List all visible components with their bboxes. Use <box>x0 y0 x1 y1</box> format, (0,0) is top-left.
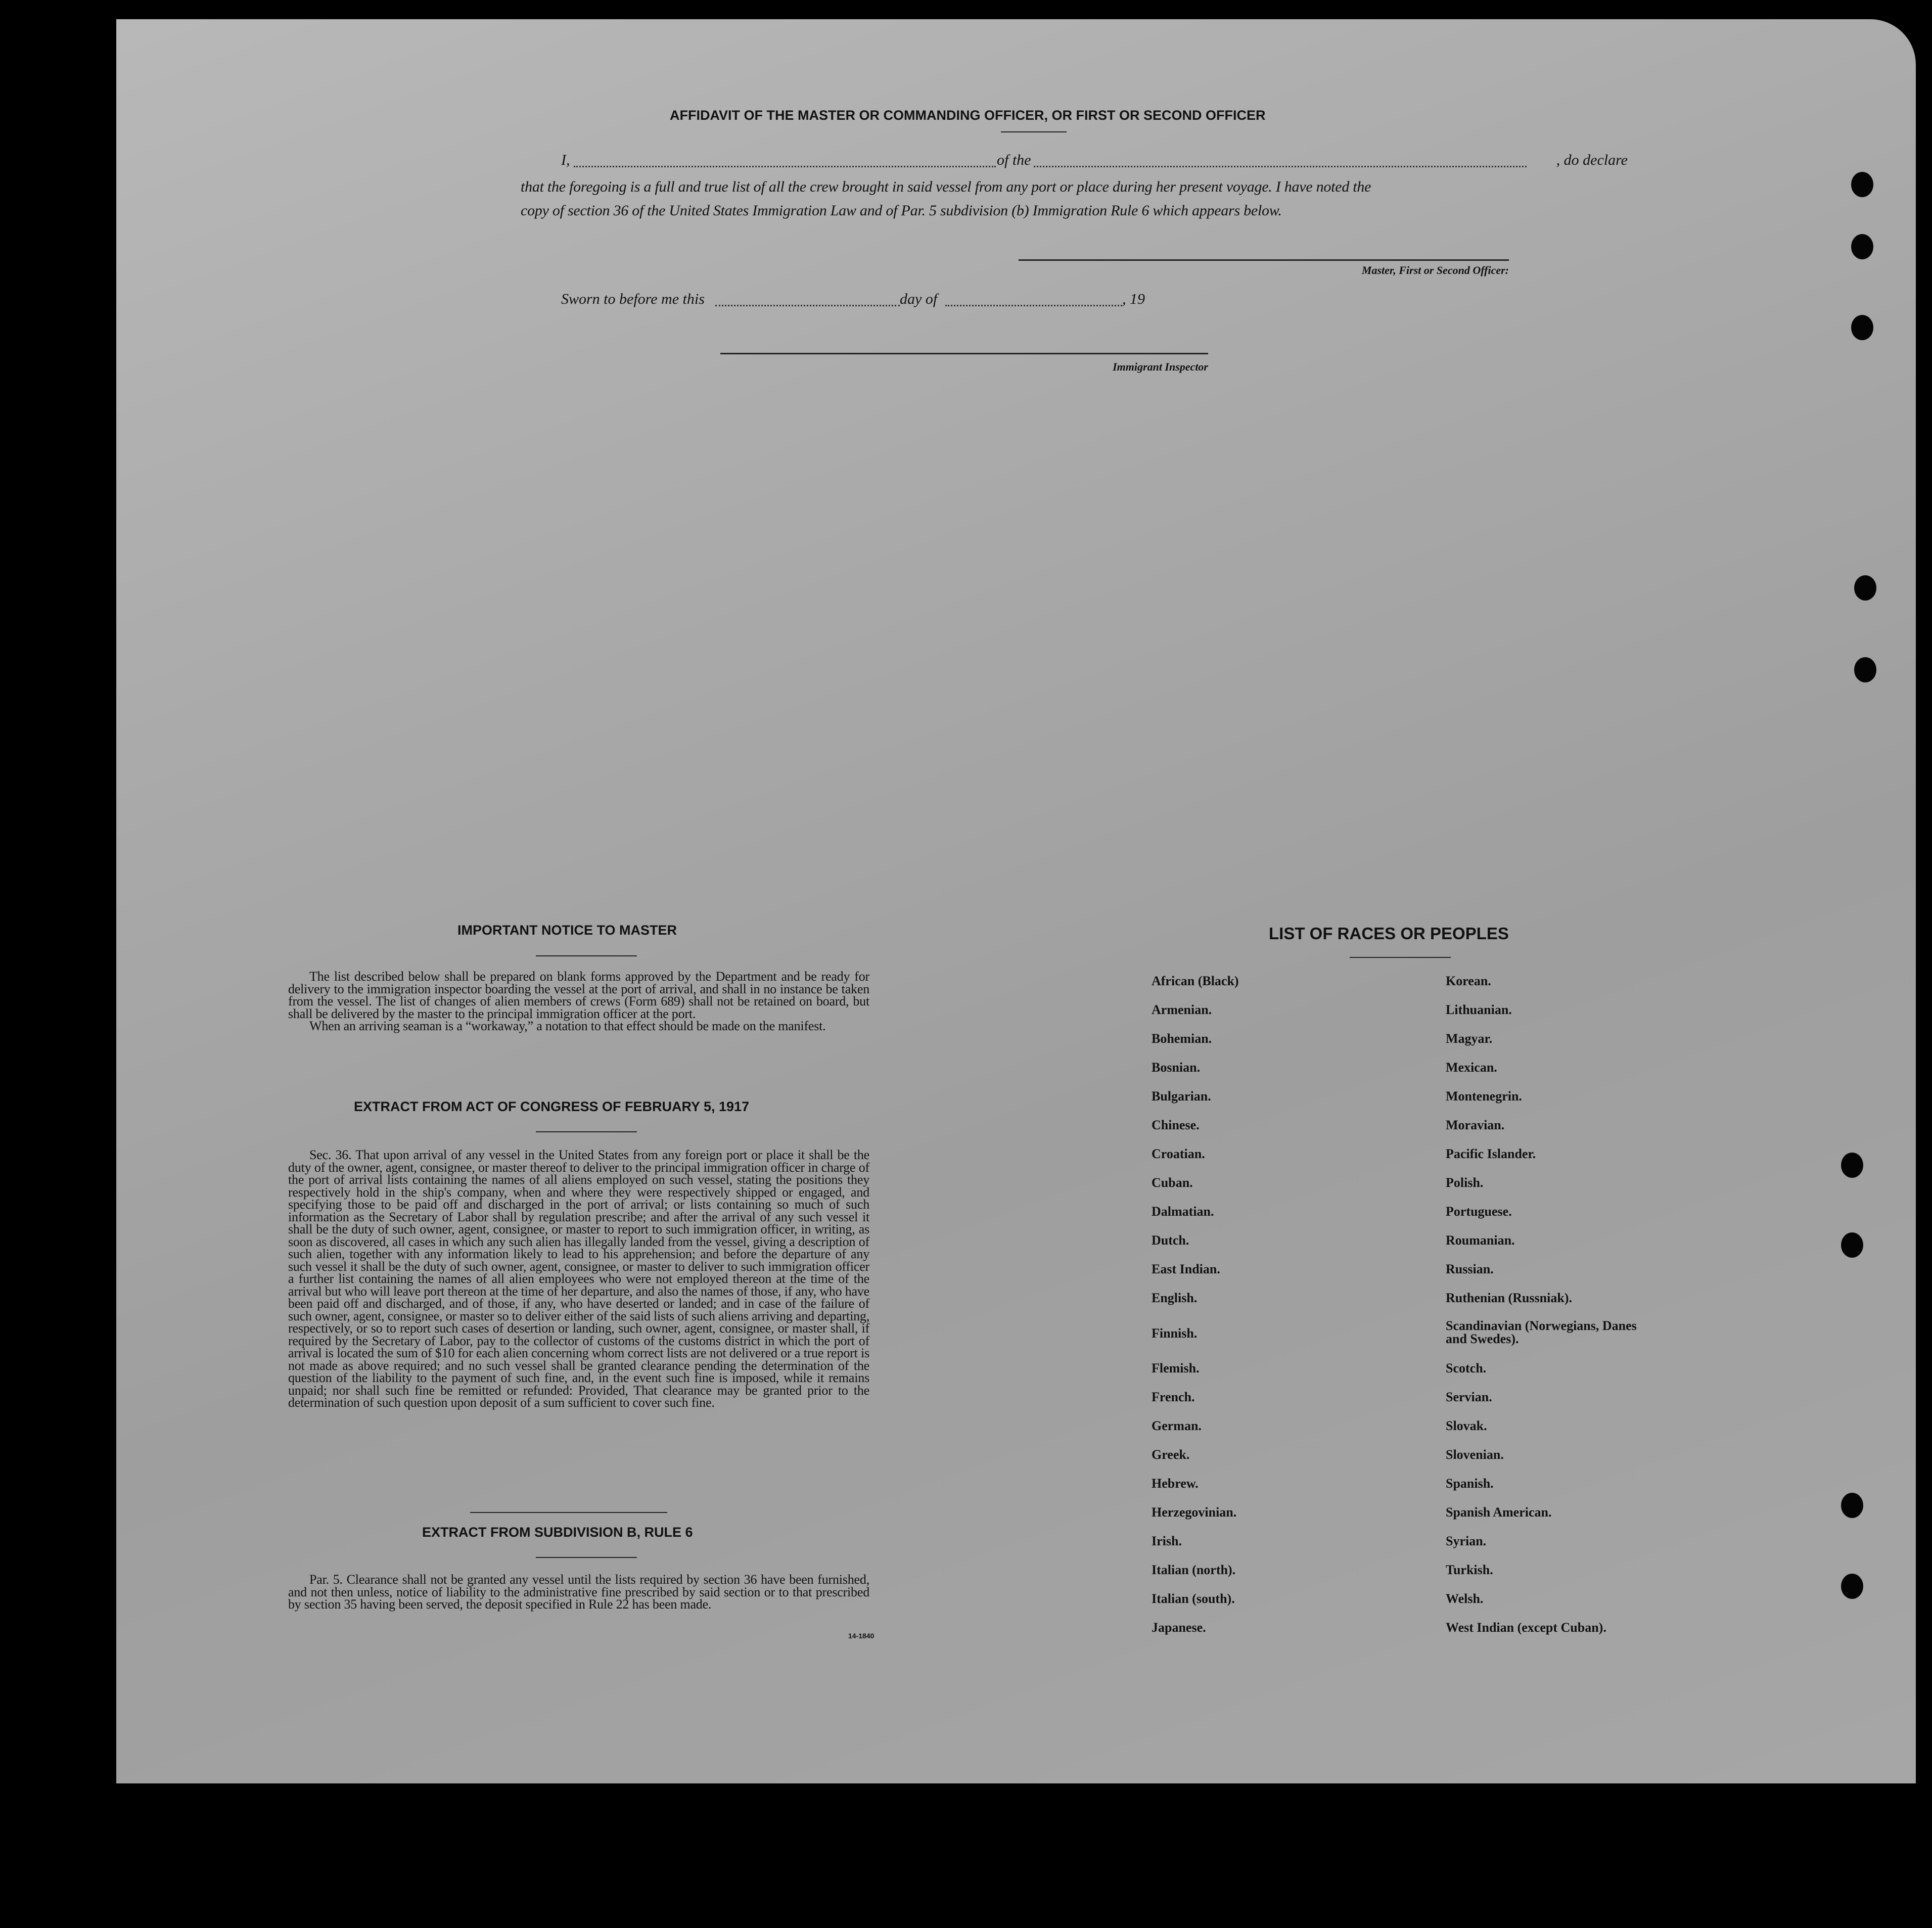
notice-paragraph-1: The list described below shall be prepared on blank forms approved by the Department and be ready for delivery to the immigration inspector boarding the vessel at the port of arrival, and shall in no instance be taken from the vessel. The list of changes of alien members of crews (Form 689) shall not be retained on board, but shall be delivered by the master to the principal immigration officer at the port. <box>288 969 869 1021</box>
punch-hole <box>1854 575 1876 601</box>
extract-rule-underline <box>536 1557 637 1558</box>
sworn-day-of: day of <box>900 291 938 307</box>
sworn-text: Sworn to before me this <box>561 291 705 307</box>
race-item: Croatian. <box>1152 1146 1205 1161</box>
extract-act-underline <box>536 1131 637 1132</box>
race-item: Irish. <box>1152 1534 1182 1548</box>
punch-hole <box>1851 172 1873 197</box>
punch-hole <box>1841 1153 1863 1178</box>
race-item: German. <box>1152 1418 1202 1433</box>
race-item: Finnish. <box>1152 1326 1198 1341</box>
race-item: French. <box>1152 1390 1195 1404</box>
race-item: Scotch. <box>1446 1361 1487 1375</box>
race-item: Italian (north). <box>1152 1563 1236 1577</box>
race-item: Polish. <box>1446 1175 1484 1190</box>
sworn-year: , 19 <box>1122 291 1145 307</box>
extract-rule-title: EXTRACT FROM SUBDIVISION B, RULE 6 <box>422 1525 693 1540</box>
race-item: Servian. <box>1446 1390 1492 1404</box>
race-item: Pacific Islander. <box>1446 1146 1536 1161</box>
title-underline <box>1001 131 1067 132</box>
race-item: Herzegovinian. <box>1152 1505 1237 1520</box>
punch-hole <box>1841 1574 1863 1599</box>
race-item: Japanese. <box>1152 1620 1206 1635</box>
extract-act-text <box>288 1149 869 1409</box>
race-item: Greek. <box>1152 1447 1190 1462</box>
punch-hole <box>1851 315 1873 340</box>
notice-paragraph-2: When an arriving seaman is a “workaway,” a notation to that effect should be made on the manifest. <box>309 1019 826 1033</box>
race-item: Bosnian. <box>1152 1060 1201 1075</box>
affidavit-i: I, <box>561 152 570 168</box>
sworn-month-field[interactable] <box>945 305 1122 306</box>
races-underline <box>1350 957 1451 958</box>
race-item: Syrian. <box>1446 1534 1487 1548</box>
master-signature-line[interactable] <box>1019 259 1509 261</box>
race-item: Dalmatian. <box>1152 1204 1214 1219</box>
race-item: West Indian (except Cuban). <box>1446 1620 1606 1635</box>
race-item: Flemish. <box>1152 1361 1200 1375</box>
notice-text <box>288 971 869 1033</box>
affidavit-line3: copy of section 36 of the United States Immigration Law and of Par. 5 subdivision (b) Immigration Rule 6 which appears below. <box>521 202 1282 219</box>
race-item: Roumanian. <box>1446 1233 1515 1248</box>
race-item: Moravian. <box>1446 1118 1505 1132</box>
affidavit-line2: that the foregoing is a full and true list of all the crew brought in said vessel from any port or place during her present voyage. I have noted the <box>521 178 1371 195</box>
punch-hole <box>1841 1232 1863 1258</box>
rule-6-paragraph: Par. 5. Clearance shall not be granted any vessel until the lists required by section 36 have been furnished, and not then unless, notice of liability to the administrative fine prescribed by said section or to that prescribed by section 35 having been served, the deposit specified in Rule 22 has been made. <box>288 1572 869 1612</box>
race-item: Bulgarian. <box>1152 1089 1211 1104</box>
master-name-field[interactable] <box>574 166 996 167</box>
race-item: Montenegrin. <box>1446 1089 1522 1104</box>
race-item: Scandinavian (Norwegians, Danes and Swedes). <box>1446 1318 1637 1346</box>
notice-title: IMPORTANT NOTICE TO MASTER <box>457 923 677 938</box>
race-item: Lithuanian. <box>1446 1002 1512 1017</box>
punch-hole <box>1854 657 1876 682</box>
race-item: Hebrew. <box>1152 1476 1199 1491</box>
race-item: English. <box>1152 1291 1198 1305</box>
race-item: Slovak. <box>1446 1418 1487 1433</box>
form-number: 14-1840 <box>848 1632 875 1640</box>
punch-hole <box>1851 234 1873 259</box>
race-item: Cuban. <box>1152 1175 1193 1190</box>
race-item: Bohemian. <box>1152 1031 1212 1046</box>
extract-rule-text <box>288 1574 869 1611</box>
race-item: Dutch. <box>1152 1233 1189 1248</box>
race-item: Portuguese. <box>1446 1204 1512 1219</box>
race-item: East Indian. <box>1152 1262 1220 1276</box>
race-item: Spanish American. <box>1446 1505 1552 1520</box>
section-36-paragraph: Sec. 36. That upon arrival of any vessel in the United States from any foreign port or place it shall be the duty of the owner, agent, consignee, or master thereof to deliver to the principal immigration officer in charge of the port of arrival lists containing the names of all aliens employed on such vessel, stating the positions they respectively hold in the ship's company, when and where they were respectively shipped or engaged, and specifying those to be paid off and discharged in the port of arrival; or lists containing so much of such information as the Secretary of Labor shall by regulation prescribe; and after the arrival of any such vessel it shall be the duty of such owner, agent, consignee, or master to report to such immigration officer, in writing, as soon as discovered, all cases in which any such alien has illegally landed from the vessel, giving a description of such alien, together with any information likely to lead to his apprehension; and before the departure of any such vessel it shall be the duty of such owner, agent, consignee, or master to deliver to such immigration officer a further list containing the names of all alien employees who were not employed thereon at the time of the arrival but who will leave port thereon at the time of her departure, and also the names of those, if any, who have been paid off and discharged, and of those, if any, who have deserted or landed; and in case of the failure of such owner, agent, consignee, or master so to deliver either of the said lists of such aliens arriving and departing, respectively, or so to report such cases of desertion or landing, such owner, agent, consignee, or master shall, if required by the Secretary of Labor, pay to the collector of customs of the customs district in which the port of arrival is located the sum of $10 for each alien concerning whom correct lists are not delivered or a true report is not made as above required; and no such vessel shall be granted clearance pending the determination of the question of the liability to the payment of such fine, and, in the event such fine is imposed, while it remains unpaid; nor shall such fine be remitted or refunded: Provided, That clearance may be granted prior to the determination of such question upon deposit of a sum sufficient to cover such fine. <box>288 1147 869 1410</box>
section-divider <box>470 1512 667 1513</box>
inspector-signature-line[interactable] <box>720 353 1208 354</box>
race-item: Welsh. <box>1446 1591 1484 1606</box>
manifest-page <box>116 19 1916 1783</box>
affidavit-of-the: of the <box>997 152 1031 168</box>
race-item: Italian (south). <box>1152 1591 1235 1606</box>
race-item: Mexican. <box>1446 1060 1497 1075</box>
race-item: Spanish. <box>1446 1476 1494 1491</box>
race-item: Slovenian. <box>1446 1447 1504 1462</box>
notice-underline <box>536 955 637 956</box>
race-item: Ruthenian (Russniak). <box>1446 1291 1572 1305</box>
affidavit-declare: , do declare <box>1556 152 1628 168</box>
race-item: Turkish. <box>1446 1563 1493 1577</box>
races-title: LIST OF RACES OR PEOPLES <box>1269 924 1509 943</box>
inspector-label: Immigrant Inspector <box>1113 360 1208 373</box>
extract-act-title: EXTRACT FROM ACT OF CONGRESS OF FEBRUARY 5, 1917 <box>354 1099 750 1114</box>
master-signature-label: Master, First or Second Officer: <box>1361 264 1509 277</box>
race-item: Korean. <box>1446 974 1491 988</box>
race-item: Armenian. <box>1152 1002 1212 1017</box>
race-item: Chinese. <box>1152 1118 1200 1132</box>
affidavit-title: AFFIDAVIT OF THE MASTER OR COMMANDING OFFICER, OR FIRST OR SECOND OFFICER <box>670 108 1266 123</box>
race-item: African (Black) <box>1152 974 1239 988</box>
race-item: Russian. <box>1446 1262 1494 1276</box>
sworn-day-field[interactable] <box>715 305 900 306</box>
punch-hole <box>1841 1493 1863 1518</box>
race-item: Magyar. <box>1446 1031 1493 1046</box>
